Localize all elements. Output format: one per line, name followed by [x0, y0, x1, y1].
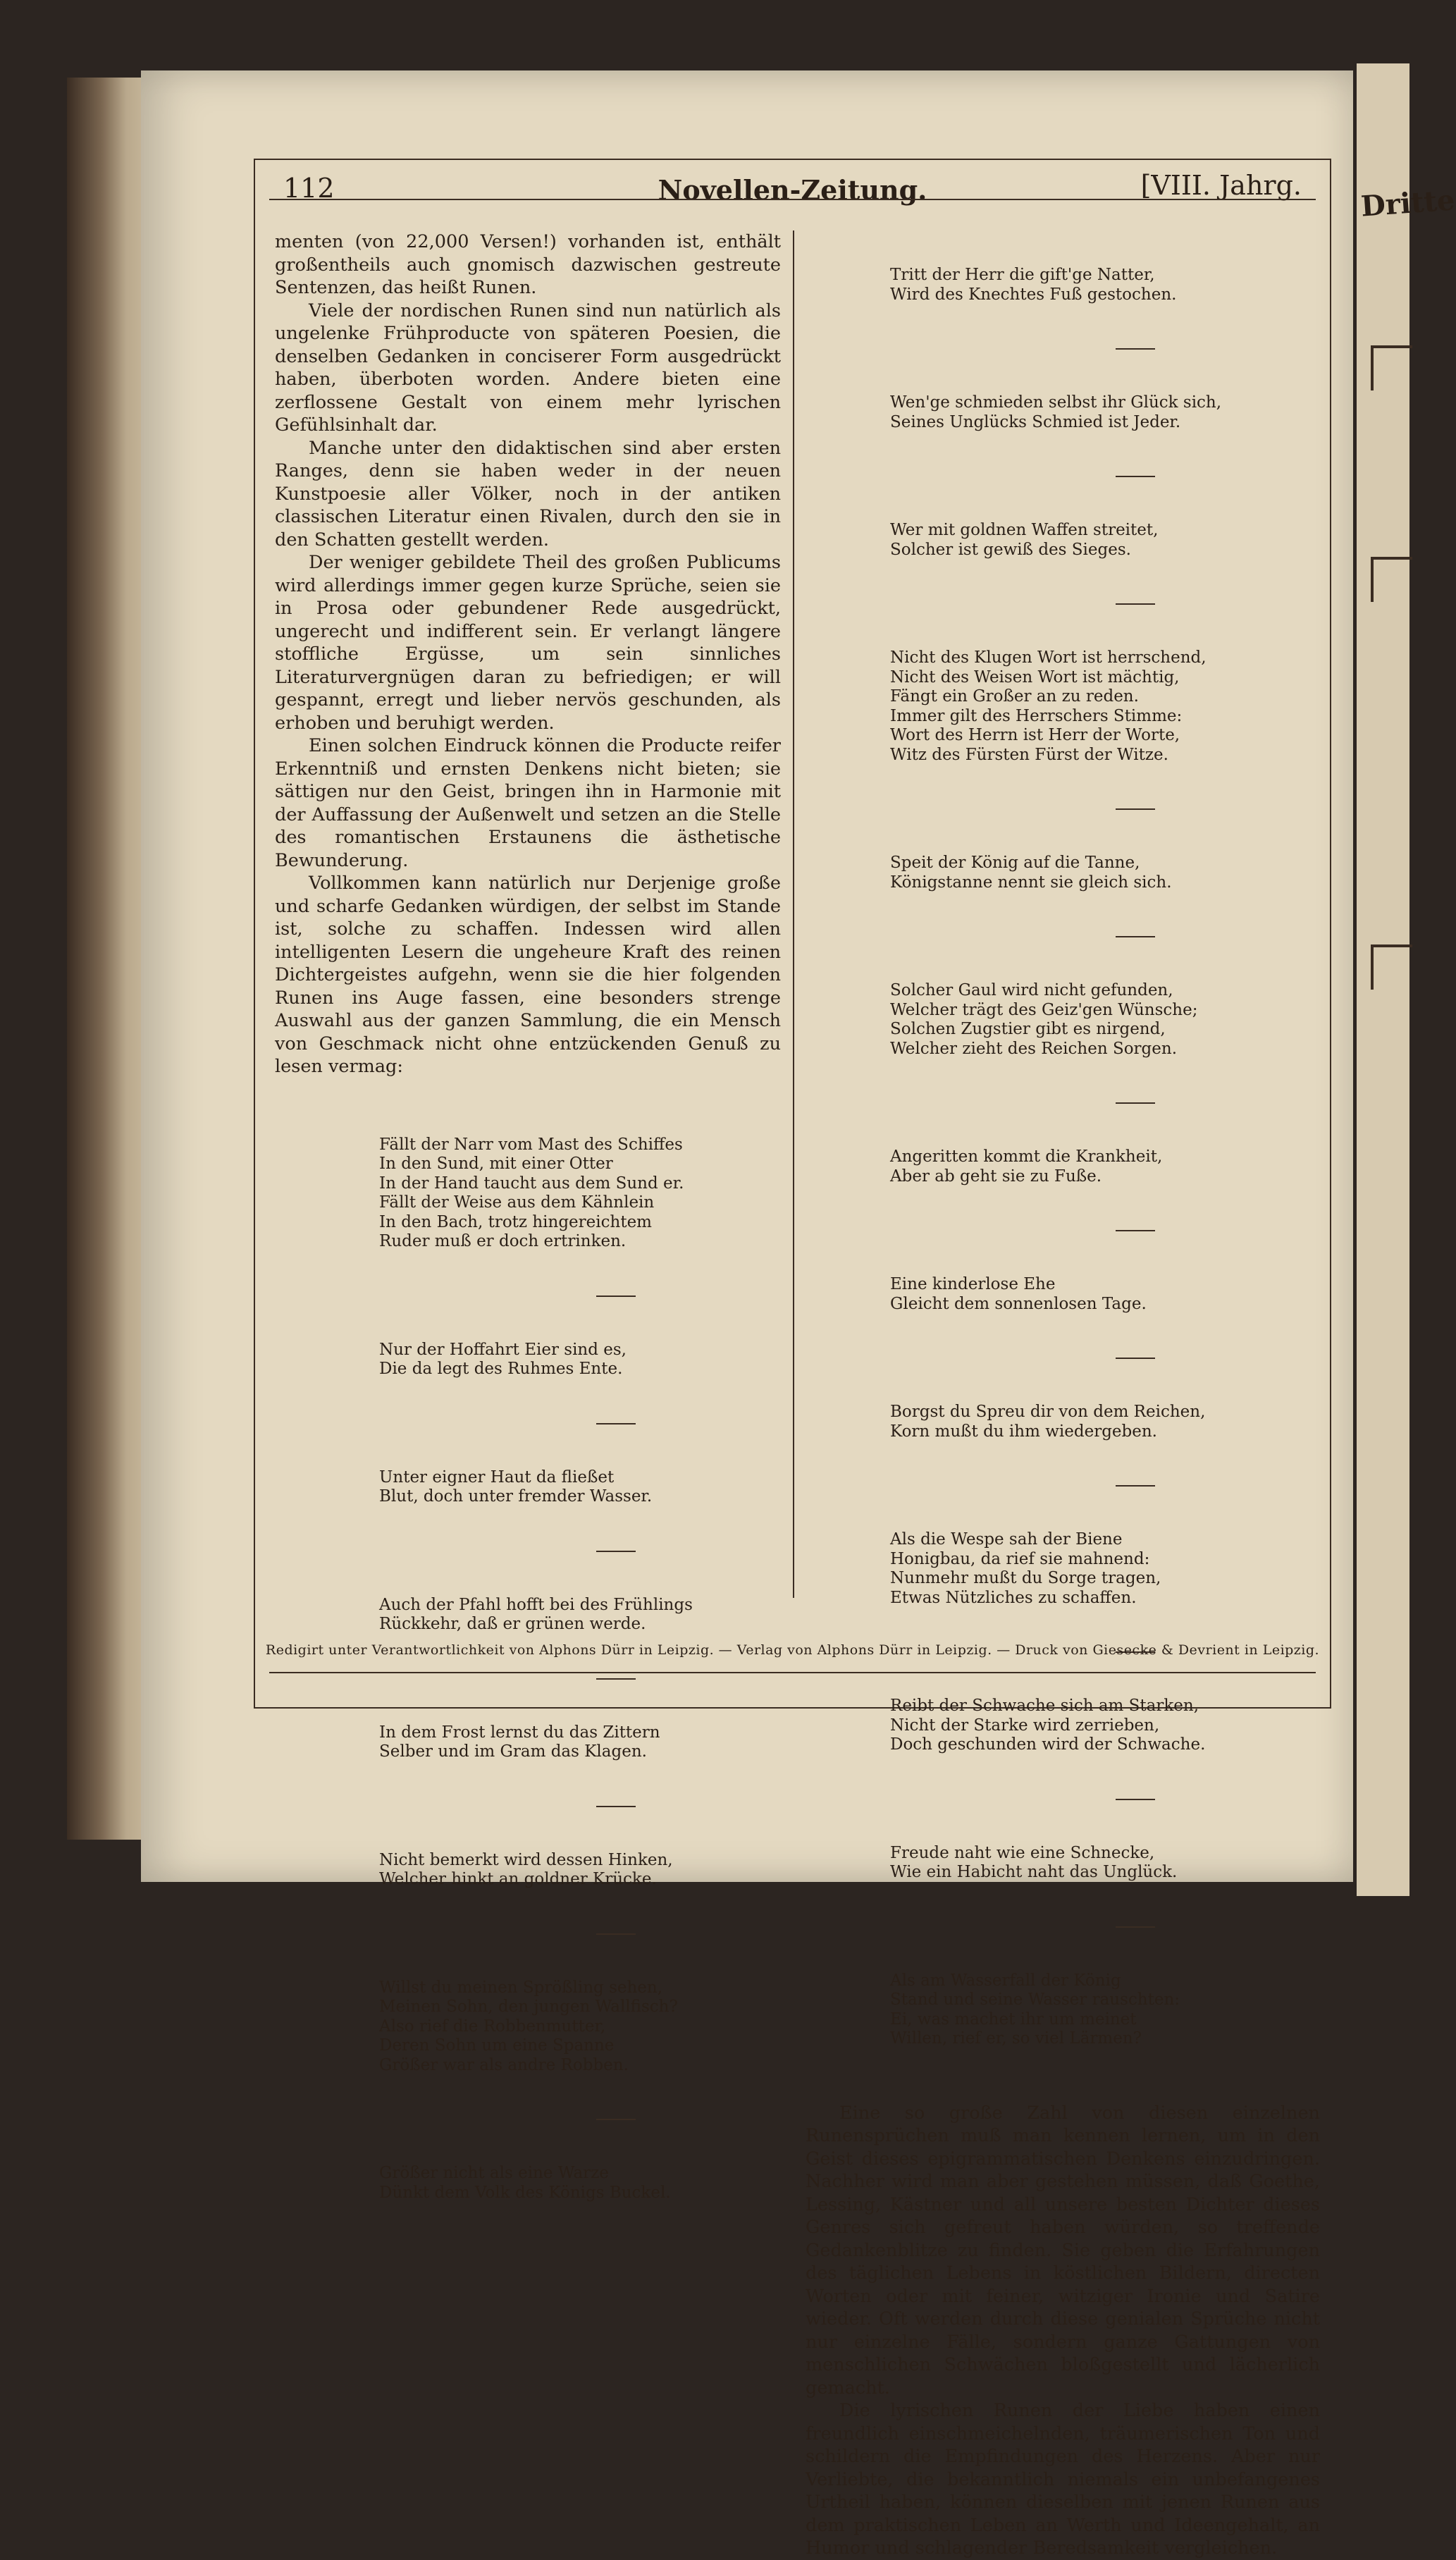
stanza: Tritt der Herr die gift'ge Natter, Wird des Knechtes Fuß gestochen.	[890, 266, 1177, 304]
stanza: Als die Wespe sah der Biene Honigbau, da rief sie mahnend: Nunmehr mußt du Sorge tragen, Etwas Nützliches zu schaffen.	[890, 1530, 1161, 1607]
paragraph: Vollkommen kann natürlich nur Derjenige große und scharfe Gedanken würdigen, der selbst im Stande ist, solche zu schaffen. Indessen wird allen intelligenten Lesern die ungeheure Kraft des reinen Dichtergeistes aufgehn, wenn sie die hier folgenden Runen ins Auge fassen, eine besonders strenge Auswahl aus der ganzen Sammlung, die ein Mensch von Geschmack nicht ohne entzückenden Genuß zu lesen vermag:	[275, 873, 781, 1077]
stanza: Reibt der Schwache sich am Starken, Nicht der Starke wird zerrieben, Doch geschunden wird der Schwache.	[890, 1697, 1206, 1754]
stanza: Fällt der Narr vom Mast des Schiffes In den Sund, mit einer Otter In der Hand taucht aus dem Sund er. Fällt der Weise aus dem Kähnlein In den Bach, trotz hingereichtem Ruder muß er doch ertrinken.	[379, 1135, 684, 1250]
stanza-separator	[1116, 348, 1155, 350]
stanza-separator	[1116, 936, 1155, 937]
stanza-separator	[596, 1551, 636, 1552]
paragraph: Viele der nordischen Runen sind nun natürlich als ungelenke Frühproducte von späteren Poesien, die denselben Gedanken in conciserer Form ausgedrückt haben, überboten worden. Andere bieten eine zerflossene Gestalt von einem mehr lyrischen Gefühlsinhalt dar.	[275, 300, 781, 436]
right-column	[806, 227, 1320, 2560]
ornament-icon	[1371, 557, 1412, 602]
header-rule	[269, 199, 1316, 200]
paragraph: Einen solchen Eindruck können die Producte reifer Erkenntniß und ernsten Denkens nicht bieten; sie sättigen nur den Geist, bringen ihn in Harmonie mit der Auffassung der Außenwelt und setzen an die Stelle des romantischen Erstaunens die ästhetische Bewunderung.	[275, 735, 781, 871]
paragraph: Der weniger gebildete Theil des großen Publicums wird allerdings immer gegen kurze Sprüche, seien sie in Prosa oder gebundener Rede ausgedrückt, ungerecht und indifferent sein. Er verlangt längere stoffliche Ergüsse, um sein sinnliches Literaturvergnügen daran zu befriedigen; er will gespannt, erregt und lieber nervös geschunden, als erhoben und beruhigt werden.	[275, 552, 781, 734]
ornament-icon	[1371, 944, 1412, 990]
verse-block	[806, 227, 1320, 2088]
stanza: Nicht des Klugen Wort ist herrschend, Nicht des Weisen Wort ist mächtig, Fängt ein Großer an zu reden. Immer gilt des Herrschers Stimme: Wort des Herrn ist Herr der Worte, Witz des Fürsten Fürst der Witze.	[890, 648, 1207, 764]
stanza-separator	[596, 1933, 636, 1935]
stanza-separator	[1116, 476, 1155, 477]
paragraph: Die lyrischen Runen der Liebe haben einen freundlich einschmeichelnden, träumerischen Ton und schildern die Empfindungen des Herzens. Aber nur Verliebte, die bekanntlich niemals ein unbefangenes Urtheil haben, können dieselben mit jenen Runen aus dem praktischen Leben an Werth und Ideengehalt, an Humor und schlagender Beredsamkeit vergleichen.	[806, 2400, 1320, 2559]
paragraph: Manche unter den didaktischen sind aber ersten Ranges, denn sie haben weder in der neuen Kunstpoesie aller Völker, noch in der antiken classischen Literatur einen Rivalen, durch den sie in den Schatten gestellt werden.	[275, 437, 781, 550]
ornament-icon	[1371, 345, 1412, 390]
stanza-separator	[1116, 808, 1155, 810]
stanza-separator	[596, 1806, 636, 1807]
stanza: Nur der Hoffahrt Eier sind es, Die da legt des Ruhmes Ente.	[379, 1340, 627, 1378]
column-divider	[793, 230, 794, 1598]
stanza-separator	[1116, 1926, 1155, 1928]
stanza: Solcher Gaul wird nicht gefunden, Welcher trägt des Geiz'gen Wünsche; Solchen Zugstier gibt es nirgend, Welcher zieht des Reichen Sorgen.	[890, 981, 1198, 1058]
next-page-edge	[1357, 63, 1456, 1896]
stanza: Nicht bemerkt wird dessen Hinken, Welcher hinkt an goldner Krücke.	[379, 1850, 673, 1888]
stanza: Wen'ge schmieden selbst ihr Glück sich, Seines Unglücks Schmied ist Jeder.	[890, 393, 1222, 431]
stanza: Borgst du Spreu dir von dem Reichen, Korn mußt du ihm wiedergeben.	[890, 1403, 1206, 1441]
stanza: Unter eigner Haut da fließet Blut, doch unter fremder Wasser.	[379, 1467, 653, 1506]
stanza-separator	[1116, 1799, 1155, 1800]
running-header	[255, 160, 1330, 216]
stanza: Speit der König auf die Tanne, Königstanne nennt sie gleich sich.	[890, 854, 1172, 892]
stanza: Auch der Pfahl hofft bei des Frühlings Rückkehr, daß er grünen werde.	[379, 1595, 693, 1633]
stanza-separator	[1116, 1485, 1155, 1487]
stanza: In dem Frost lernst du das Zittern Selber und im Gram das Klagen.	[379, 1723, 660, 1761]
stanza: Größer nicht als eine Warze Dünkt dem Volk des Königs Buckel.	[379, 2164, 671, 2202]
stanza: Angeritten kommt die Krankheit, Aber ab geht sie zu Fuße.	[890, 1147, 1163, 1186]
stanza: Eine kinderlose Ehe Gleicht dem sonnenlosen Tage.	[890, 1275, 1147, 1313]
page-frame	[254, 159, 1331, 2559]
stanza-separator	[596, 2119, 636, 2120]
stanza-separator	[1116, 1230, 1155, 1231]
footer-rule	[269, 1672, 1316, 1707]
stanza: Als am Wasserfall der König Stand und seine Wasser rauschten: Ei, was machet ihr um meinet Willen, rief er, so viel Lärmen?	[890, 1971, 1180, 2048]
paragraph: menten (von 22,000 Versen!) vorhanden ist, enthält großentheils auch gnomisch dazwischen gestreute Sentenzen, das heißt Runen.	[275, 231, 781, 298]
left-column	[275, 230, 781, 2241]
imprint-footer: Redigirt unter Verantwortlichkeit von Alphons Dürr in Leipzig. — Verlag von Alphons Dürr in Leipzig. — Druck von Giesecke & Devrient in Leipzig.	[265, 1642, 1320, 1658]
stanza-separator	[1116, 1102, 1155, 1104]
stanza: Willst du meinen Sprößling sehen, Meinen Sohn, den jungen Wallfisch? Also rief die Robbenmutter, Deren Sohn um eine Spanne Größer war als andre Robben.	[379, 1978, 678, 2074]
page-number: 112	[283, 173, 335, 204]
volume-label: [VIII. Jahrg.	[1140, 170, 1302, 201]
stanza: Wer mit goldnen Waffen streitet, Solcher ist gewiß des Sieges.	[890, 521, 1159, 559]
stanza-separator	[596, 1423, 636, 1424]
journal-title: Novellen-Zeitung.	[658, 174, 927, 206]
stanza-separator	[596, 1296, 636, 1297]
paragraph: Eine so große Zahl von diesen einzelnen Runensprüchen muß man kennen lernen, um in den Geist dieses epigrammatischen Denkens einzudringen. Nachher wird man aber gestehen müssen, daß Goethe, Lessing, Kästner und all unsere besten Dichter dieses Genres sich gefreut haben würden, so treffende Gedankenblitze zu finden. Sie geben die Erfahrungen des täglichen Lebens in köstlichen Bildern, directen Worten oder mit feiner, witziger Ironie und Satire wieder. Oft werden durch diese genialen Sprüche nicht nur einzelne Fälle, sondern ganze Gattungen von menschlichen Schwächen bloßgestellt und lächerlich gemacht.	[806, 2102, 1320, 2399]
next-page-fragment: Dritte	[1359, 183, 1456, 223]
stanza: Freude naht wie eine Schnecke, Wie ein Habicht naht das Unglück.	[890, 1843, 1178, 1881]
stanza-separator	[1116, 1358, 1155, 1359]
stanza-separator	[1116, 603, 1155, 605]
verse-block	[275, 1097, 781, 2242]
